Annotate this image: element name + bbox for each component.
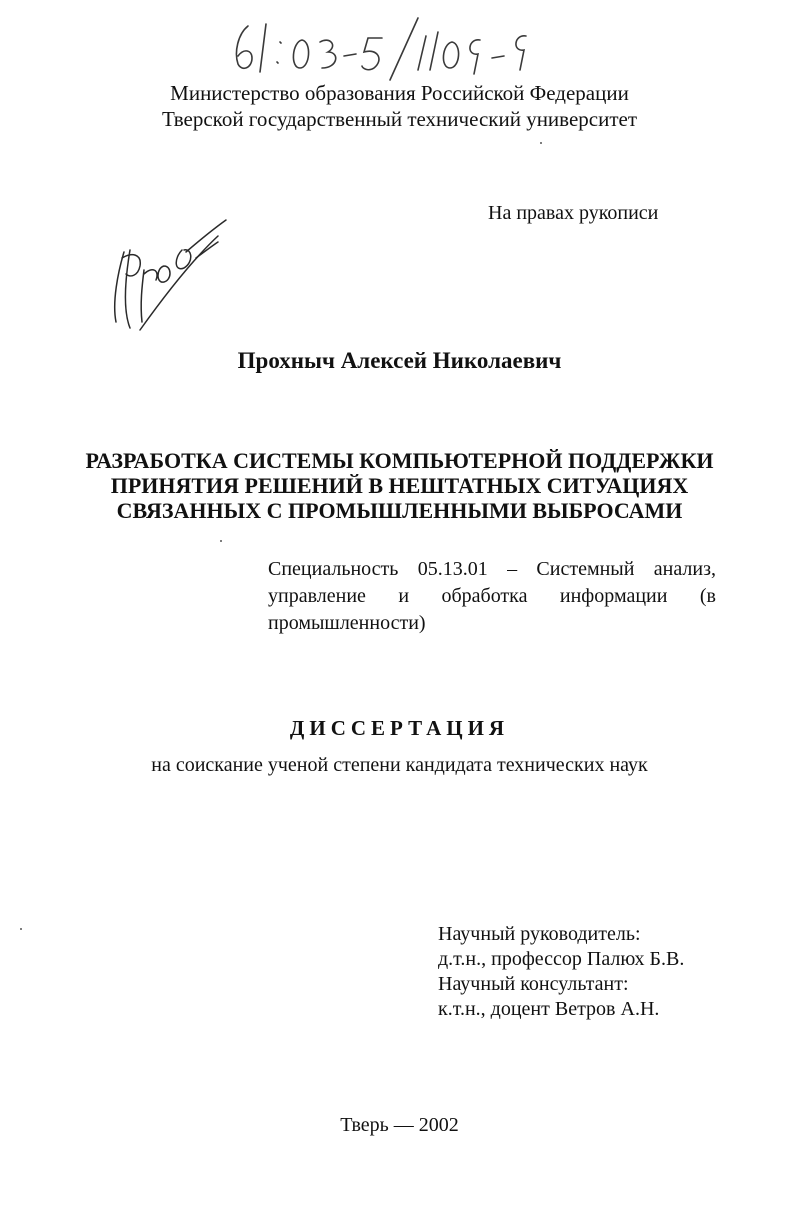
advisor-name: д.т.н., профессор Палюх Б.В. [438,948,685,970]
ministry-line: Министерство образования Российской Федерации [170,81,629,105]
scan-speck [540,142,542,144]
title-line-2: ПРИНЯТИЯ РЕШЕНИЙ В НЕШТАТНЫХ СИТУАЦИЯХ [110,473,689,498]
scan-speck [220,540,222,542]
advisors-block [438,922,684,1022]
degree-line: на соискание ученой степени кандидата технических наук [151,754,648,776]
specialty: Специальность 05.13.01 – Системный анализ, управление и обработка информации (в промышленности) [268,558,716,634]
document-type: ДИССЕРТАЦИЯ [289,716,510,740]
author-name: Прохныч Алексей Николаевич [237,348,562,373]
title-line-1: РАЗРАБОТКА СИСТЕМЫ КОМПЬЮТЕРНОЙ ПОДДЕРЖКИ [85,448,714,473]
title-line-3: СВЯЗАННЫХ С ПРОМЫШЛЕННЫМИ ВЫБРОСАМИ [116,498,683,523]
manuscript-note: На правах рукописи [488,202,659,224]
handwritten-signature [100,212,230,342]
handwritten-archive-code [222,12,562,82]
city-year: Тверь — 2002 [340,1114,459,1136]
consultant-name: к.т.н., доцент Ветров А.Н. [438,998,660,1020]
scan-speck [20,928,22,930]
advisor-role: Научный руководитель: [438,923,641,945]
university-line: Тверской государственный технический университет [161,107,638,131]
consultant-role: Научный консультант: [438,973,629,995]
